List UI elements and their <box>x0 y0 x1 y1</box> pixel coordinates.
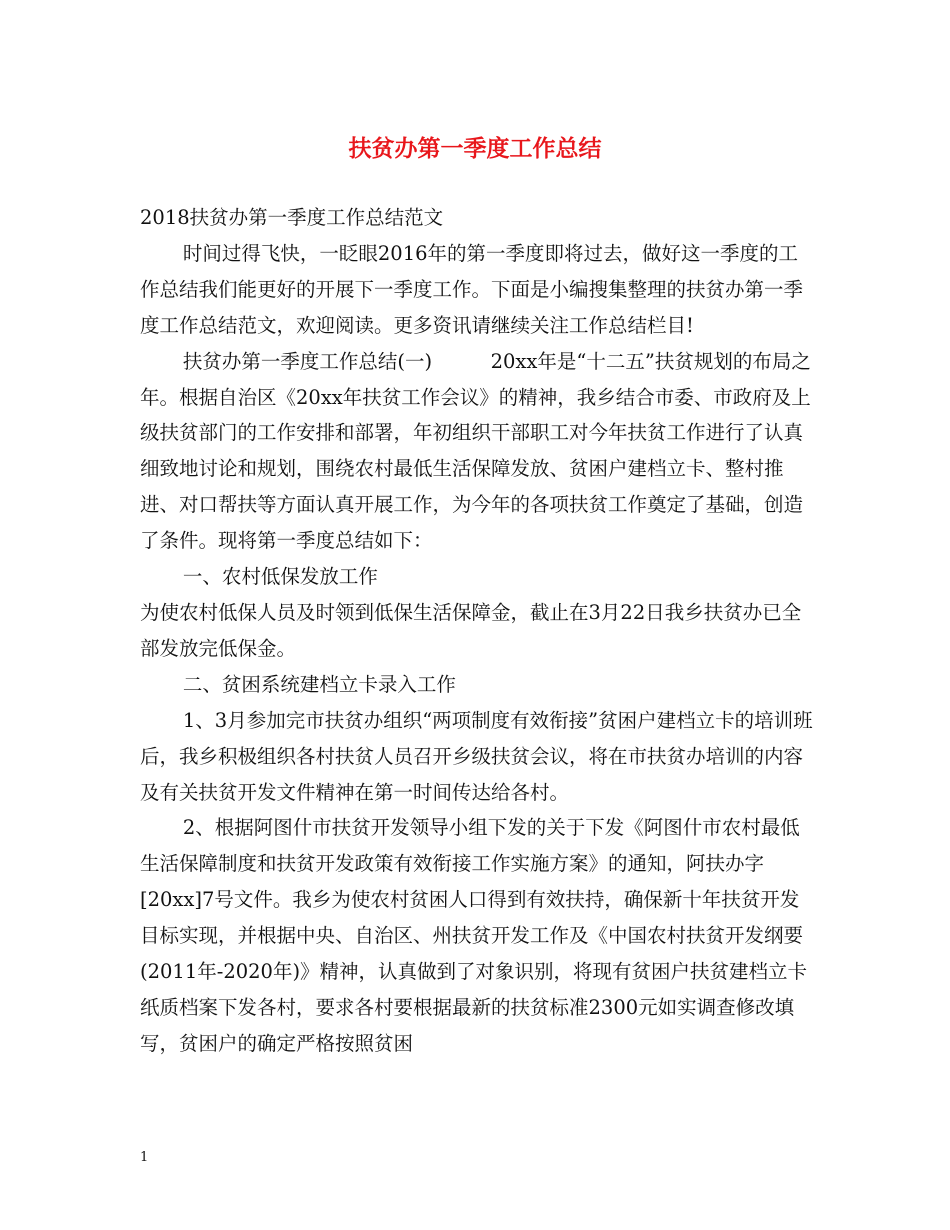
archive-item-1-paragraph: 1、3月参加完市扶贫办组织“两项制度有效衔接”贫困户建档立卡的培训班后，我乡积极组织各村扶贫人员召开乡级扶贫会议，将在市扶贫办培训的内容及有关扶贫开发文件精神在第一时间传达给各村。 <box>140 708 813 804</box>
low-income-paragraph: 为使农村低保人员及时领到低保生活保障金，截止在3月22日我乡扶贫办已全部发放完低保金。 <box>140 600 802 660</box>
document-title: 扶贫办第一季度工作总结 <box>348 136 602 162</box>
archive-item-2-paragraph: 2、根据阿图什市扶贫开发领导小组下发的关于下发《阿图什市农村最低生活保障制度和扶贫开发政策有效衔接工作实施方案》的通知，阿扶办字[20xx]7号文件。我乡为使农村贫困人口得到有效扶持，确保新十年扶贫开发目标实现，并根据中央、自治区、州扶贫开发工作及《中国农村扶贫开发纲要(2011年-2020年)》精神，认真做到了对象识别，将现有贫困户扶贫建档立卡纸质档案下发各村，要求各村要根据最新的扶贫标准2300元如实调查修改填写，贫困户的确定严格按照贫困 <box>140 816 808 1055</box>
intro-paragraph: 时间过得飞快，一眨眼2016年的第一季度即将过去，做好这一季度的工作总结我们能更好的开展下一季度工作。下面是小编搜集整理的扶贫办第一季度工作总结范文，欢迎阅读。更多资讯请继续关注工作总结栏目! <box>140 241 804 337</box>
page-number: 1 <box>140 1150 149 1165</box>
document-body <box>140 200 815 1062</box>
section-heading-low-income: 一、农村低保发放工作 <box>182 565 378 589</box>
section-heading-archive: 二、贫困系统建档立卡录入工作 <box>182 672 456 696</box>
summary-one-paragraph: 扶贫办第一季度工作总结(一) 20xx年是“十二五”扶贫规划的布局之年。根据自治区《20xx年扶贫工作会议》的精神，我乡结合市委、市政府及上级扶贫部门的工作安排和部署，年初组织干部职工对今年扶贫工作进行了认真细致地讨论和规划，围绕农村最低生活保障发放、贫困户建档立卡、整村推进、对口帮扶等方面认真开展工作，为今年的各项扶贫工作奠定了基础，创造了条件。现将第一季度总结如下： <box>140 349 811 553</box>
subtitle-paragraph: 2018扶贫办第一季度工作总结范文 <box>140 206 444 229</box>
